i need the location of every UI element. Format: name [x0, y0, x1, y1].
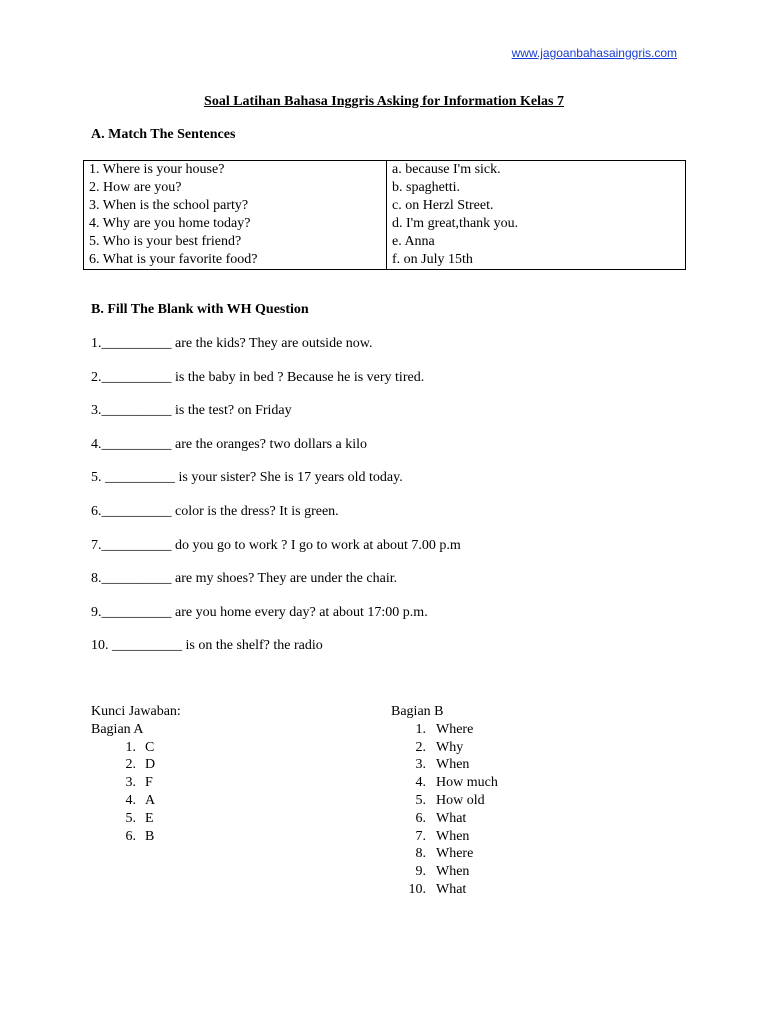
answer-option: d. I'm great,thank you.: [392, 216, 519, 231]
key-answer: E: [145, 810, 154, 826]
key-answer: Where: [436, 846, 474, 862]
answer-key-row: [91, 739, 181, 757]
answer-option: e. Anna: [392, 234, 435, 249]
key-answer: When: [436, 864, 470, 880]
match-table: [83, 160, 686, 270]
key-number: 6.: [125, 828, 136, 844]
fill-blank-item: 10. __________ is on the shelf? the radio: [91, 638, 323, 654]
website-link[interactable]: www.jagoanbahasainggris.com: [511, 46, 677, 60]
key-answer: What: [436, 810, 467, 826]
section-a-heading: A. Match The Sentences: [91, 127, 236, 142]
key-answer: F: [145, 775, 153, 791]
fill-blank-item: 6.__________ color is the dress? It is green.: [91, 503, 339, 519]
fill-blank-item: 3.__________ is the test? on Friday: [91, 403, 292, 419]
key-number: 2.: [125, 757, 136, 773]
fill-blank-item: 1.__________ are the kids? They are outside now.: [91, 336, 373, 351]
key-number: 9.: [415, 864, 426, 880]
table-row: [84, 161, 686, 270]
answer-option: b. spaghetti.: [392, 180, 461, 195]
fill-blank-item: 9.__________ are you home every day? at about 17:00 p.m.: [91, 604, 428, 620]
question-item: 1. Where is your house?: [89, 162, 225, 177]
answer-key-row: [91, 810, 181, 828]
key-number: 6.: [415, 810, 426, 826]
key-number: 5.: [415, 792, 426, 808]
answer-option: f. on July 15th: [392, 252, 473, 267]
question-item: 4. Why are you home today?: [89, 216, 251, 231]
answer-key-row: [391, 810, 498, 828]
answer-key-row: [391, 721, 498, 739]
key-number: 4.: [125, 792, 136, 808]
question-item: 5. Who is your best friend?: [89, 234, 242, 249]
questions-column: [84, 161, 387, 270]
key-answer: C: [145, 739, 155, 755]
key-number: 10.: [408, 881, 426, 897]
question-item: 6. What is your favorite food?: [89, 252, 258, 267]
fill-blank-item: 4.__________ are the oranges? two dollars a kilo: [91, 436, 368, 452]
key-answer: How old: [436, 792, 485, 808]
key-answer: Why: [436, 739, 464, 755]
answer-option: a. because I'm sick.: [392, 162, 501, 177]
key-answer: A: [145, 792, 156, 808]
key-answer: When: [436, 828, 470, 844]
key-answer: Where: [436, 721, 474, 737]
part-b-label: Bagian B: [391, 704, 444, 719]
question-item: 2. How are you?: [89, 180, 182, 195]
answer-key-row: [91, 756, 181, 774]
key-number: 3.: [415, 757, 426, 773]
answer-key-part-a: [91, 703, 181, 845]
key-number: 1.: [125, 739, 136, 755]
answer-key-row: [391, 774, 498, 792]
key-number: 2.: [415, 739, 426, 755]
answer-key-row: [391, 792, 498, 810]
fill-blank-item: 5. __________ is your sister? She is 17 years old today.: [91, 470, 403, 486]
answers-column: [387, 161, 686, 270]
fill-blank-list: [91, 336, 461, 672]
answer-key-row: [91, 792, 181, 810]
key-number: 4.: [415, 775, 426, 791]
key-number: 7.: [415, 828, 426, 844]
page-title: Soal Latihan Bahasa Inggris Asking for Information Kelas 7: [204, 94, 564, 109]
answer-key-row: [391, 756, 498, 774]
section-b-heading: B. Fill The Blank with WH Question: [91, 302, 309, 317]
key-answer: D: [145, 757, 156, 773]
key-answer: B: [145, 828, 155, 844]
fill-blank-item: 8.__________ are my shoes? They are under the chair.: [91, 571, 398, 587]
key-number: 8.: [415, 846, 426, 862]
answer-key-row: [391, 845, 498, 863]
answer-key-heading: Kunci Jawaban:: [91, 704, 181, 719]
fill-blank-item: 7.__________ do you go to work ? I go to work at about 7.00 p.m: [91, 537, 461, 553]
key-number: 5.: [125, 810, 136, 826]
key-answer: What: [436, 881, 467, 897]
key-answer: When: [436, 757, 470, 773]
key-answer: How much: [436, 775, 498, 791]
answer-key-row: [391, 739, 498, 757]
fill-blank-item: 2.__________ is the baby in bed ? Because he is very tired.: [91, 369, 425, 385]
key-number: 3.: [125, 775, 136, 791]
answer-key-row: [91, 774, 181, 792]
answer-option: c. on Herzl Street.: [392, 198, 494, 213]
key-number: 1.: [415, 721, 426, 737]
answer-key-row: [391, 828, 498, 846]
answer-key-row: [91, 828, 181, 846]
answer-key-row: [391, 863, 498, 881]
question-item: 3. When is the school party?: [89, 198, 249, 213]
answer-key-row: [391, 881, 498, 899]
answer-key-part-b: [391, 703, 498, 899]
part-a-label: Bagian A: [91, 721, 144, 737]
